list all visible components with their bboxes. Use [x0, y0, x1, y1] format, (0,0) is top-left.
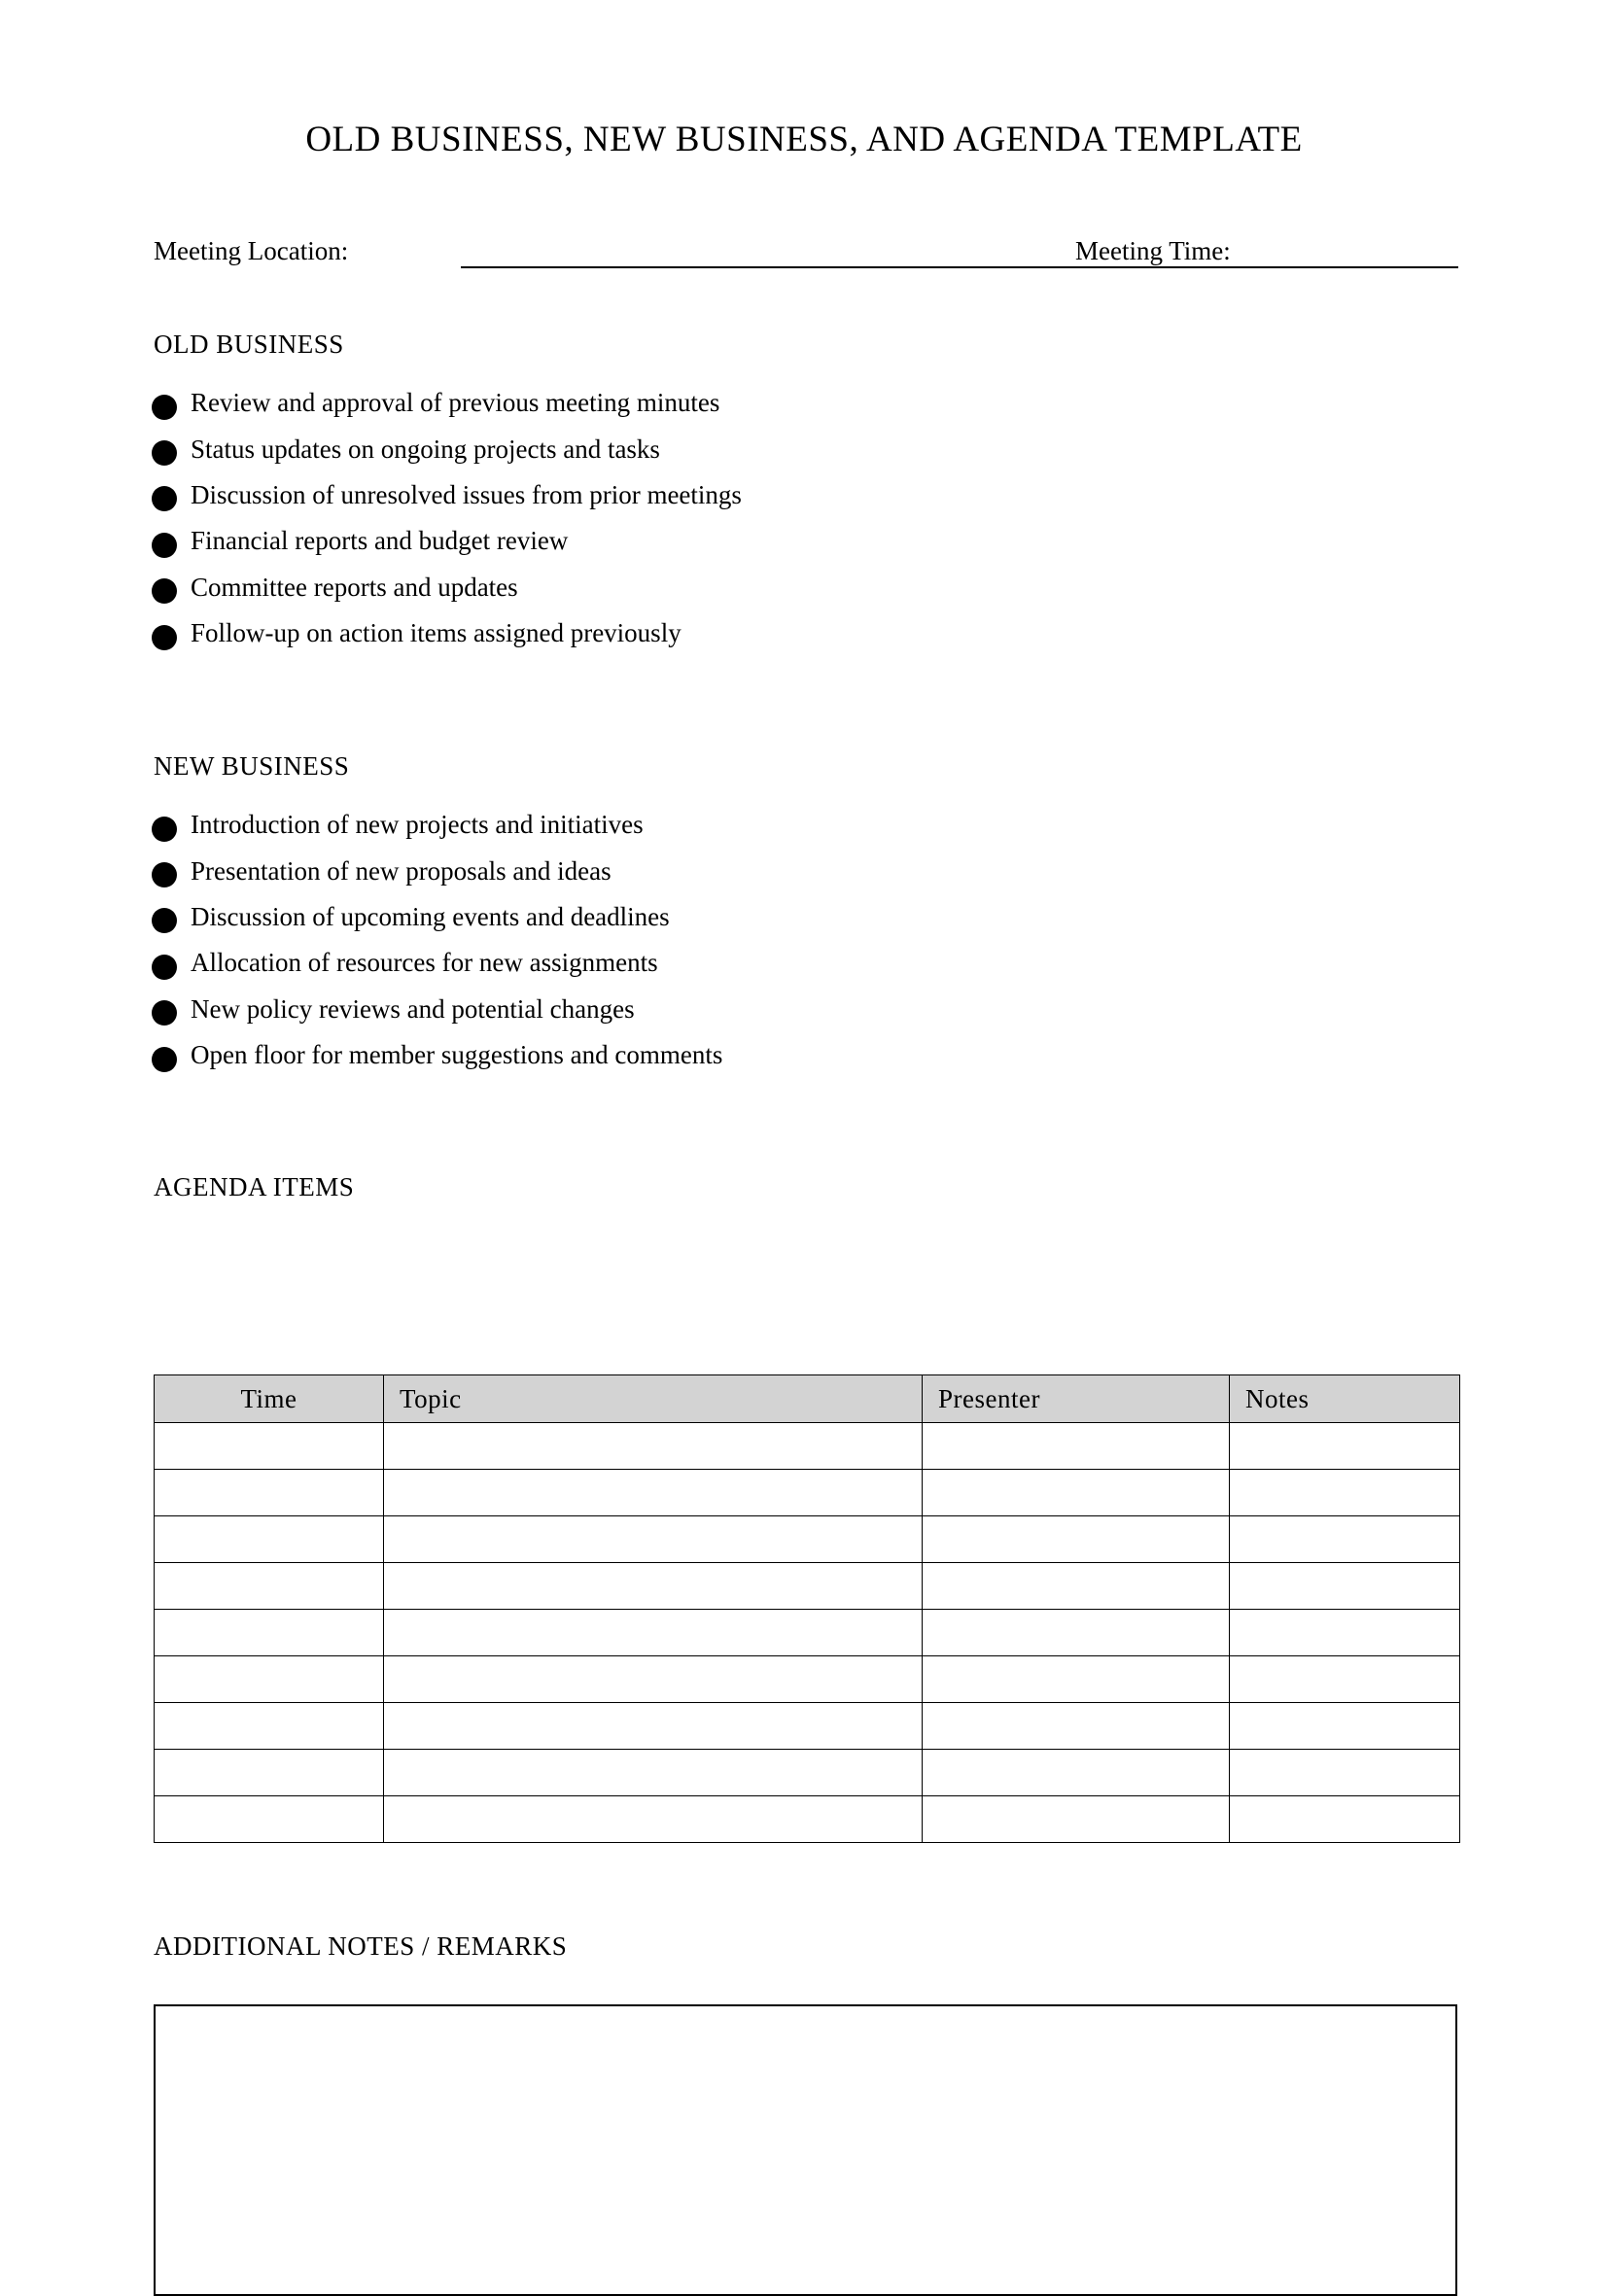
table-row [155, 1703, 1460, 1750]
agenda-heading: AGENDA ITEMS [154, 1172, 355, 1201]
bullet-icon [152, 1000, 177, 1026]
list-item-text: Introduction of new projects and initiatives [191, 810, 644, 840]
table-row [155, 1516, 1460, 1563]
table-cell-notes[interactable] [1230, 1610, 1460, 1656]
table-cell-topic[interactable] [384, 1656, 923, 1703]
old-business-heading: OLD BUSINESS [154, 330, 344, 359]
additional-notes-heading: ADDITIONAL NOTES / REMARKS [154, 1931, 568, 1961]
table-cell-topic[interactable] [384, 1610, 923, 1656]
table-cell-notes[interactable] [1230, 1423, 1460, 1470]
table-cell-notes[interactable] [1230, 1656, 1460, 1703]
list-item-text: Follow-up on action items assigned previously [191, 618, 682, 648]
list-item [152, 1032, 722, 1078]
column-header-topic: Topic [384, 1375, 923, 1423]
new-business-list [152, 802, 722, 1078]
table-cell-topic[interactable] [384, 1516, 923, 1563]
list-item [152, 518, 742, 564]
table-cell-notes[interactable] [1230, 1470, 1460, 1516]
table-cell-presenter[interactable] [923, 1563, 1230, 1610]
bullet-icon [152, 817, 177, 842]
table-cell-time[interactable] [155, 1750, 384, 1796]
meeting-location-label: Meeting Location: [154, 236, 349, 265]
table-cell-notes[interactable] [1230, 1563, 1460, 1610]
bullet-icon [152, 578, 177, 604]
list-item-text: Presentation of new proposals and ideas [191, 855, 612, 886]
table-row [155, 1750, 1460, 1796]
table-cell-presenter[interactable] [923, 1516, 1230, 1563]
table-row [155, 1470, 1460, 1516]
table-cell-topic[interactable] [384, 1703, 923, 1750]
table-cell-presenter[interactable] [923, 1423, 1230, 1470]
table-cell-presenter[interactable] [923, 1703, 1230, 1750]
bullet-icon [152, 1047, 177, 1072]
list-item-text: Review and approval of previous meeting minutes [191, 388, 720, 418]
list-item [152, 894, 722, 940]
page-title: OLD BUSINESS, NEW BUSINESS, AND AGENDA TEMPLATE [305, 120, 1303, 159]
table-cell-presenter[interactable] [923, 1610, 1230, 1656]
table-row [155, 1796, 1460, 1843]
table-cell-time[interactable] [155, 1563, 384, 1610]
list-item-text: Financial reports and budget review [191, 526, 569, 556]
column-header-presenter: Presenter [923, 1375, 1230, 1423]
bullet-icon [152, 395, 177, 420]
table-cell-time[interactable] [155, 1470, 384, 1516]
table-cell-topic[interactable] [384, 1423, 923, 1470]
list-item-text: Discussion of unresolved issues from prior meetings [191, 479, 742, 509]
table-cell-notes[interactable] [1230, 1796, 1460, 1843]
list-item [152, 940, 722, 986]
table-cell-presenter[interactable] [923, 1750, 1230, 1796]
agenda-table [154, 1374, 1460, 1843]
bullet-icon [152, 440, 177, 466]
table-cell-presenter[interactable] [923, 1656, 1230, 1703]
list-item-text: Open floor for member suggestions and comments [191, 1040, 723, 1070]
table-cell-notes[interactable] [1230, 1516, 1460, 1563]
column-header-time: Time [155, 1375, 384, 1423]
list-item [152, 426, 742, 471]
bullet-icon [152, 955, 177, 980]
table-row [155, 1656, 1460, 1703]
additional-notes-box[interactable] [154, 2004, 1457, 2296]
table-cell-topic[interactable] [384, 1750, 923, 1796]
table-cell-topic[interactable] [384, 1470, 923, 1516]
list-item [152, 848, 722, 893]
table-row [155, 1423, 1460, 1470]
bullet-icon [152, 908, 177, 933]
old-business-list [152, 380, 742, 656]
bullet-icon [152, 625, 177, 650]
list-item-text: New policy reviews and potential changes [191, 993, 635, 1024]
list-item [152, 610, 742, 656]
table-cell-time[interactable] [155, 1516, 384, 1563]
table-cell-time[interactable] [155, 1796, 384, 1843]
table-cell-topic[interactable] [384, 1796, 923, 1843]
column-header-notes: Notes [1230, 1375, 1460, 1423]
new-business-heading: NEW BUSINESS [154, 751, 350, 781]
table-header-row [155, 1375, 1460, 1423]
bullet-icon [152, 862, 177, 887]
table-row [155, 1563, 1460, 1610]
meeting-time-label: Meeting Time: [1075, 236, 1231, 265]
table-cell-notes[interactable] [1230, 1750, 1460, 1796]
list-item [152, 472, 742, 518]
table-cell-notes[interactable] [1230, 1703, 1460, 1750]
list-item-text: Allocation of resources for new assignments [191, 948, 658, 978]
bullet-icon [152, 486, 177, 511]
table-row [155, 1610, 1460, 1656]
table-cell-time[interactable] [155, 1703, 384, 1750]
list-item-text: Status updates on ongoing projects and tasks [191, 434, 660, 464]
table-cell-time[interactable] [155, 1656, 384, 1703]
table-cell-presenter[interactable] [923, 1470, 1230, 1516]
list-item [152, 802, 722, 848]
list-item [152, 380, 742, 426]
meeting-location-field-line[interactable] [461, 266, 1458, 268]
list-item [152, 987, 722, 1032]
bullet-icon [152, 533, 177, 558]
table-cell-presenter[interactable] [923, 1796, 1230, 1843]
list-item [152, 565, 742, 610]
list-item-text: Committee reports and updates [191, 572, 518, 602]
list-item-text: Discussion of upcoming events and deadlines [191, 901, 670, 931]
table-cell-time[interactable] [155, 1610, 384, 1656]
table-cell-topic[interactable] [384, 1563, 923, 1610]
table-cell-time[interactable] [155, 1423, 384, 1470]
